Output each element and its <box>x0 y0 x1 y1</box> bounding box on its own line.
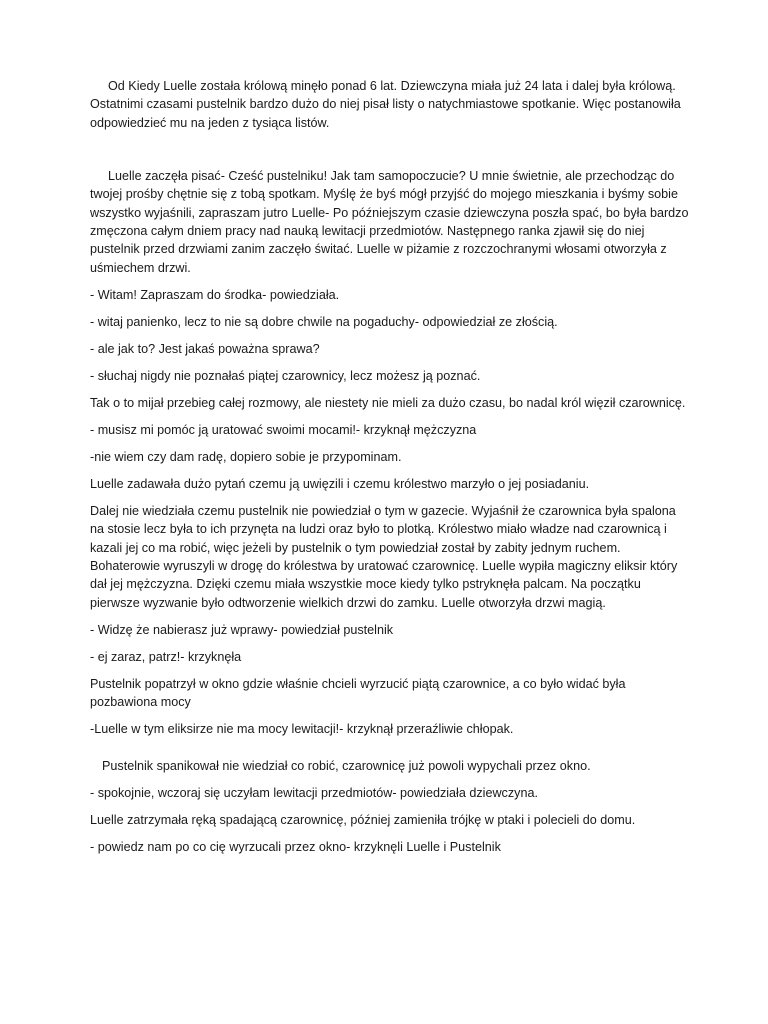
paragraph: Dalej nie wiedziała czemu pustelnik nie powiedział o tym w gazecie. Wyjaśnił że czarownica była spalona na stosie lecz była to ich przynęta na ludzi oraz było to plotką. Królestwo miało władze nad czarownicą i kazali jej co ma robić, więc jeżeli by pustelnik o tym powiedział został by zabity jednym ruchem. Bohaterowie wyruszyli w drogę do królestwa by uratować czarownicę. Luelle wypiła magiczny eliksir który dał jej mężczyzna. Dzięki czemu miała wszystkie moce kiedy tylko pstryknęła palcam. Na początku pierwsze wyzwanie było odtworzenie wielkich drzwi do zamku. Luelle otworzyła drzwi magią. <box>90 503 678 610</box>
dialogue-line: -nie wiem czy dam radę, dopiero sobie je przypominam. <box>90 449 402 464</box>
paragraph: Luelle zaczęła pisać- Cześć pustelniku! Jak tam samopoczucie? U mnie świetnie, ale przechodząc do twojej prośby chętnie się z tobą spotkam. Myślę że byś mógł przyjść do mojego mieszkania i byśmy sobie wszystko wyjaśnili, zapraszam jutro Luelle- Po późniejszym czasie dziewczyna poszła spać, bo była bardzo zmęczona całym dniem pracy nad nauką lewitacji przedmiotów. Następnego ranka zjawił się do niej pustelnik przed drzwiami zanim zaczęło świtać. Luelle w piżamie z rozczochranymi włosami otworzyła z uśmiechem drzwi. <box>90 168 689 275</box>
paragraph: Pustelnik spanikował nie wiedział co robić, czarownicę już powoli wypychali przez okno. <box>102 759 591 774</box>
dialogue-line: - słuchaj nigdy nie poznałaś piątej czarownicy, lecz możesz ją poznać. <box>90 368 481 383</box>
paragraph-spacer <box>90 747 690 757</box>
dialogue-line: - Witam! Zapraszam do środka- powiedziała. <box>90 287 340 302</box>
paragraph: Tak o to mijał przebieg całej rozmowy, ale niestety nie mieli za dużo czasu, bo nadal król więził czarownicę. <box>90 395 686 410</box>
dialogue-line: - ale jak to? Jest jakaś poważna sprawa? <box>90 341 320 356</box>
dialogue-line: - musisz mi pomóc ją uratować swoimi mocami!- krzyknął mężczyzna <box>90 422 477 437</box>
paragraph: Od Kiedy Luelle została królową minęło ponad 6 lat. Dziewczyna miała już 24 lata i dalej była królową. Ostatnimi czasami pustelnik bardzo dużo do niej pisał listy o natychmiastowe spotkanie. Więc postanowiła odpowiedzieć mu na jeden z tysiąca listów. <box>90 79 681 130</box>
paragraph: Pustelnik popatrzył w okno gdzie właśnie chcieli wyrzucić piątą czarownice, a co było widać była pozbawiona mocy <box>90 676 626 710</box>
document-body <box>90 77 690 865</box>
dialogue-line: - Widzę że nabierasz już wprawy- powiedział pustelnik <box>90 622 394 637</box>
paragraph: Luelle zadawała dużo pytań czemu ją uwięzili i czemu królestwo marzyło o jej posiadaniu. <box>90 476 590 491</box>
dialogue-line: - powiedz nam po co cię wyrzucali przez okno- krzyknęli Luelle i Pustelnik <box>90 840 501 855</box>
dialogue-line: -Luelle w tym eliksirze nie ma mocy lewitacji!- krzyknął przeraźliwie chłopak. <box>90 722 514 737</box>
dialogue-line: - spokojnie, wczoraj się uczyłam lewitacji przedmiotów- powiedziała dziewczyna. <box>90 786 538 801</box>
dialogue-line: - witaj panienko, lecz to nie są dobre chwile na pogaduchy- odpowiedział ze złością. <box>90 314 558 329</box>
dialogue-line: - ej zaraz, patrz!- krzyknęła <box>90 649 242 664</box>
paragraph: Luelle zatrzymała ręką spadającą czarownicę, później zamieniła trójkę w ptaki i polecieli do domu. <box>90 813 636 828</box>
paragraph-spacer <box>90 141 690 167</box>
